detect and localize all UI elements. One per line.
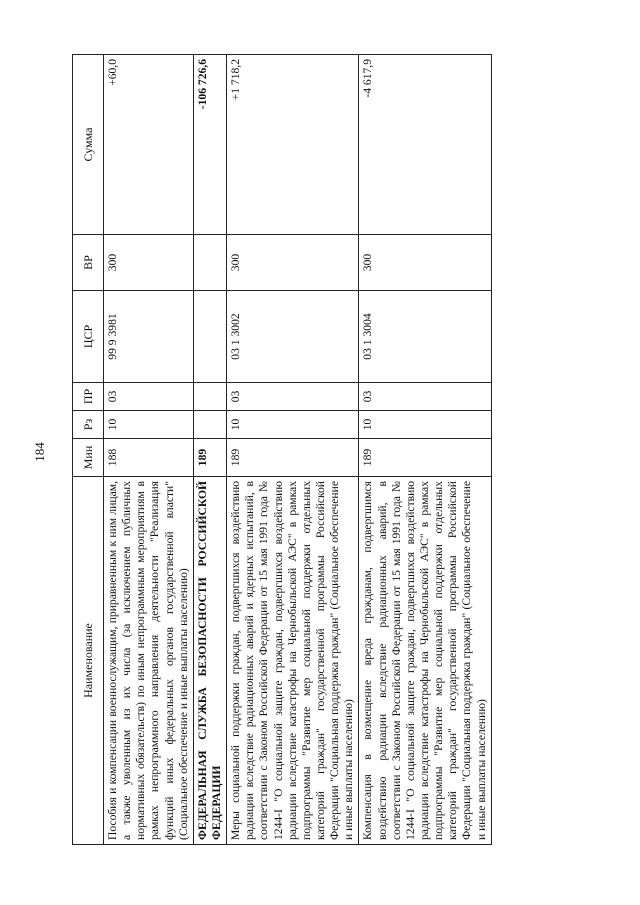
row-pr bbox=[193, 383, 226, 411]
row-min: 189 bbox=[193, 439, 226, 477]
row-rz: 10 bbox=[104, 411, 194, 439]
header-vr: ВР bbox=[73, 235, 104, 291]
row-rz: 10 bbox=[227, 411, 359, 439]
table-row bbox=[193, 55, 226, 845]
row-sum: -4 617,9 bbox=[359, 55, 491, 235]
rotated-page bbox=[72, 55, 592, 845]
header-rz: Рз bbox=[73, 411, 104, 439]
header-csr: ЦСР bbox=[73, 291, 104, 383]
row-rz bbox=[193, 411, 226, 439]
table-header-row bbox=[73, 55, 104, 845]
row-pr: 03 bbox=[104, 383, 194, 411]
row-sum: -106 726,6 bbox=[193, 55, 226, 235]
row-min: 189 bbox=[227, 439, 359, 477]
header-pr: ПР bbox=[73, 383, 104, 411]
page-number: 184 bbox=[32, 442, 47, 462]
row-min: 188 bbox=[104, 439, 194, 477]
table-row bbox=[227, 55, 359, 845]
row-pr: 03 bbox=[359, 383, 491, 411]
header-name: Наименование bbox=[73, 477, 104, 845]
row-csr bbox=[193, 291, 226, 383]
row-sum: +1 718,2 bbox=[227, 55, 359, 235]
row-name: Пособия и компенсации военнослужащим, приравненным к ним лицам, а также уволенным из их числа (за исключением публичных нормативных обязательств) по иным непрограммным мероприятиям в рамках непрограммного направления деятельности "Реализация функций иных федеральных органов государственной власти" (Социальное обеспечение и иные выплаты населению) bbox=[104, 477, 194, 845]
row-min: 189 bbox=[359, 439, 491, 477]
row-sum: +60,0 bbox=[104, 55, 194, 235]
row-vr bbox=[193, 235, 226, 291]
row-csr: 03 1 3004 bbox=[359, 291, 491, 383]
header-min: Мин bbox=[73, 439, 104, 477]
table-row bbox=[104, 55, 194, 845]
row-csr: 03 1 3002 bbox=[227, 291, 359, 383]
row-vr: 300 bbox=[227, 235, 359, 291]
row-name: ФЕДЕРАЛЬНАЯ СЛУЖБА БЕЗОПАСНОСТИ РОССИЙСКОЙ ФЕДЕРАЦИИ bbox=[193, 477, 226, 845]
header-sum: Сумма bbox=[73, 55, 104, 235]
row-rz: 10 bbox=[359, 411, 491, 439]
table-row bbox=[359, 55, 491, 845]
row-name: Компенсация в возмещение вреда гражданам, подвергшимся воздействию радиации вследствие радиационных аварий, в соответствии с Законом Российской Федерации от 15 мая 1991 года № 1244-I "О социальной защите граждан, подвергшихся воздействию радиации вследствие катастрофы на Чернобыльской АЭС" в рамках подпрограммы "Развитие мер социальной поддержки отдельных категорий граждан" государственной программы Российской Федерации "Социальная поддержка граждан" (Социальное обеспечение и иные выплаты населению) bbox=[359, 477, 491, 845]
row-vr: 300 bbox=[104, 235, 194, 291]
row-pr: 03 bbox=[227, 383, 359, 411]
budget-table bbox=[72, 54, 492, 845]
row-name: Меры социальной поддержки граждан, подвергшихся воздействию радиации вследствие радиационных аварий и ядерных испытаний, в соответствии с Законом Российской Федерации от 15 мая 1991 года № 1244-I "О социальной защите граждан, подвергшихся воздействию радиации вследствие катастрофы на Чернобыльской АЭС" в рамках подпрограммы "Развитие мер социальной поддержки отдельных категорий граждан" государственной программы Российской Федерации "Социальная поддержка граждан" (Социальное обеспечение и иные выплаты населению) bbox=[227, 477, 359, 845]
row-vr: 300 bbox=[359, 235, 491, 291]
row-csr: 99 9 3981 bbox=[104, 291, 194, 383]
